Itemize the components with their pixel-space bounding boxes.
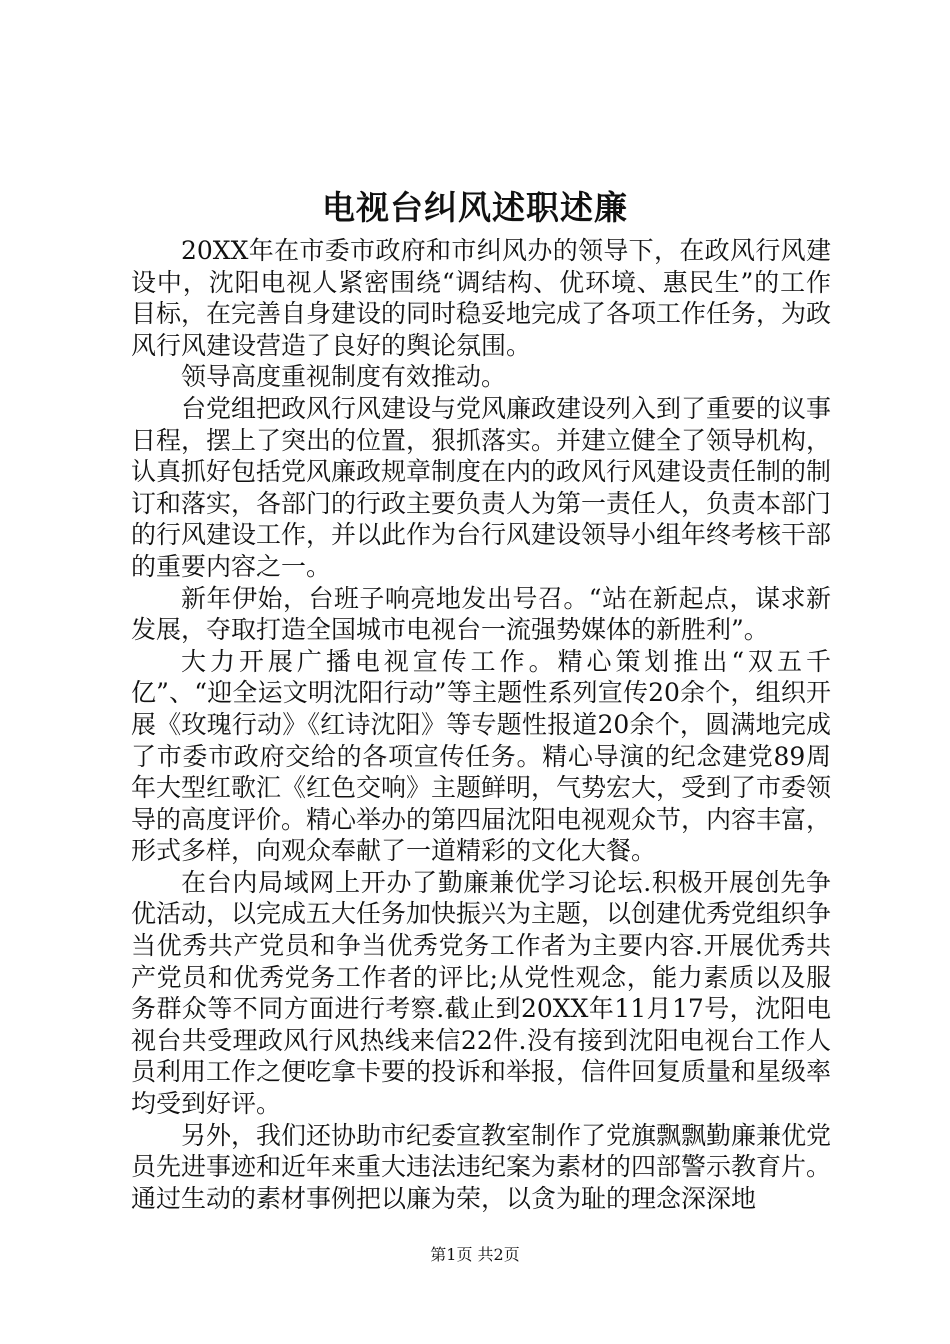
- paragraph-new-year-call: 新年伊始，台班子响亮地发出号召。“站在新起点，谋求新发展，夺取打造全国城市电视台一流强势媒体的新胜利”。: [131, 583, 831, 645]
- paragraph-additional: 另外，我们还协助市纪委宣教室制作了党旗飘飘勤廉兼优党员先进事迹和近年来重大违法违纪案为素材的四部警示教育片。通过生动的素材事例把以廉为荣，以贪为耻的理念深深地: [131, 1120, 832, 1213]
- document-body: [131, 235, 831, 1214]
- paragraph-heading-leadership: 领导高度重视制度有效推动。: [181, 362, 507, 392]
- document-title: 电视台纠风述职述廉: [322, 188, 628, 227]
- paragraph-broadcast-work: 大力开展广播电视宣传工作。精心策划推出“双五千亿”、“迎全运文明沈阳行动”等主题性系列宣传20余个，组织开展《玫瑰行动》《红诗沈阳》等专题性报道20余个，圆满地完成了市委市政府交给的各项宣传任务。精心导演的纪念建党89周年大型红歌汇《红色交响》主题鲜明，气势宏大，受到了市委领导的高度评价。精心举办的第四届沈阳电视观众节，内容丰富，形式多样，向观众奉献了一道精彩的文化大餐。: [131, 646, 832, 866]
- paragraph-intranet-forum: 在台内局域网上开办了勤廉兼优学习论坛.积极开展创先争优活动，以完成五大任务加快振兴为主题，以创建优秀党组织争当优秀共产党员和争当优秀党务工作者为主要内容.开展优秀共产党员和优秀党务工作者的评比;从党性观念，能力素质以及服务群众等不同方面进行考察.截止到20XX年11月17号，沈阳电视台共受理政风行风热线来信22件.没有接到沈阳电视台工作人员利用工作之便吃拿卡要的投诉和举报，信件回复质量和星级率均受到好评。: [131, 867, 832, 1119]
- paragraph-intro: 20XX年在市委市政府和市纠风办的领导下，在政风行风建设中，沈阳电视人紧密围绕“调结构、优环境、惠民生”的工作目标，在完善自身建设的同时稳妥地完成了各项工作任务，为政风行风建设营造了良好的舆论氛围。: [131, 236, 832, 360]
- page-footer: 第1页 共2页: [430, 1245, 520, 1264]
- paragraph-party-group: 台党组把政风行风建设与党风廉政建设列入到了重要的议事日程，摆上了突出的位置，狠抓落实。并建立健全了领导机构，认真抓好包括党风廉政规章制度在内的政风行风建设责任制的制订和落实，各部门的行政主要负责人为第一责任人，负责本部门的行风建设工作，并以此作为台行风建设领导小组年终考核干部的重要内容之一。: [131, 393, 832, 581]
